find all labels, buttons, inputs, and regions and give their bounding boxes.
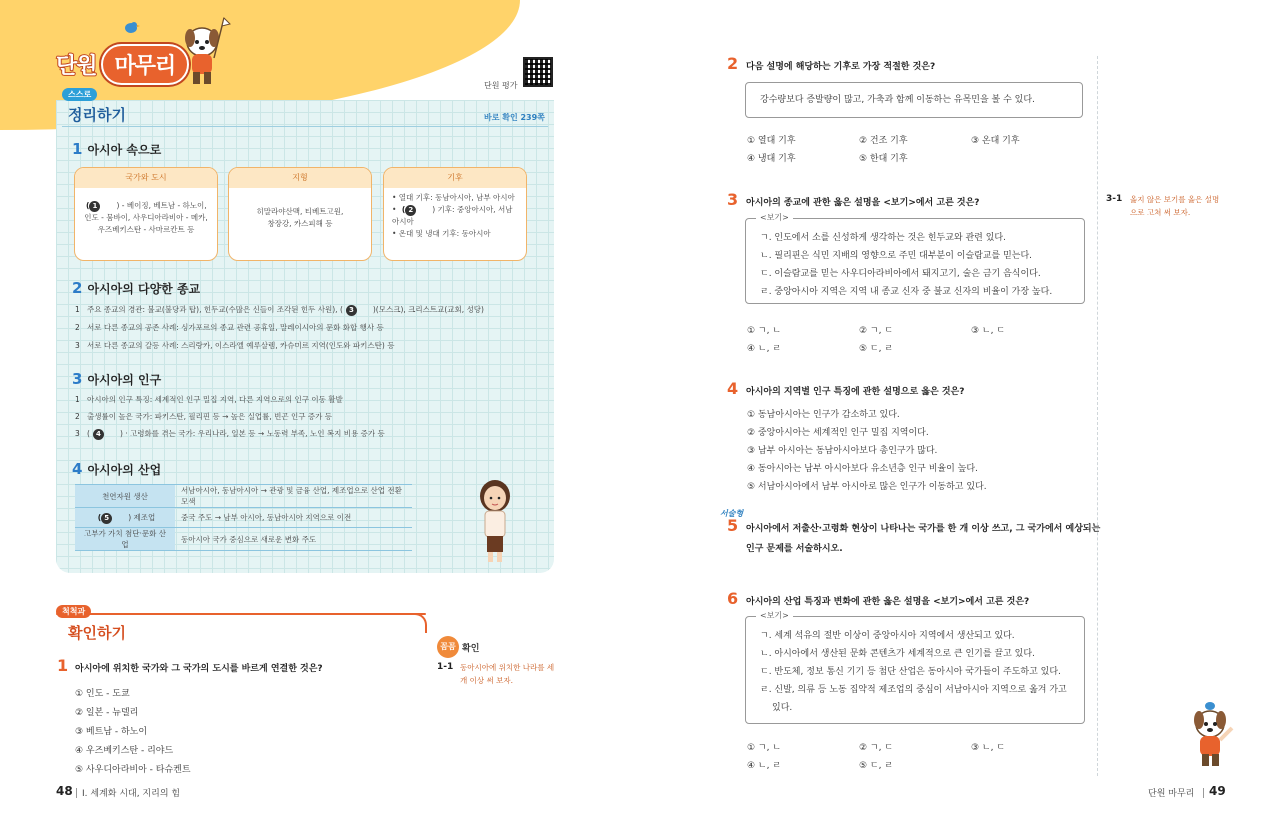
option[interactable]: ⑤ 한대 기후 bbox=[859, 154, 908, 164]
girl-character-icon bbox=[470, 478, 520, 566]
option[interactable]: ① 인도 - 도쿄 bbox=[75, 689, 130, 699]
side-note-num: 3-1 bbox=[1106, 194, 1123, 204]
option[interactable]: ⑤ ㄷ, ㄹ bbox=[859, 761, 894, 771]
question-text: 인구 문제를 서술하시오. bbox=[746, 544, 843, 554]
side-badge: 꼼꼼 bbox=[437, 636, 459, 658]
option[interactable]: ④ 냉대 기후 bbox=[747, 154, 796, 164]
option[interactable]: ② ㄱ, ㄷ bbox=[859, 326, 894, 336]
question-number: 1 bbox=[57, 656, 69, 675]
blank-1[interactable]: ( 1 bbox=[83, 200, 116, 212]
option[interactable]: ② 건조 기후 bbox=[859, 136, 908, 146]
page-number-right: 49 bbox=[1209, 784, 1226, 798]
question-text: 아시아의 산업 특징과 변화에 관한 옳은 설명을 <보기>에서 고른 것은? bbox=[746, 597, 1030, 607]
table-row: 고부가 가치 첨단·문화 산업 동아시아 국가 중심으로 새로운 변화 주도 bbox=[75, 528, 412, 551]
question-number: 6 bbox=[727, 589, 739, 608]
option[interactable]: ⑤ 사우디아라비아 - 타슈켄트 bbox=[75, 765, 191, 775]
category-tab: 기후 bbox=[384, 168, 526, 188]
option[interactable]: ② ㄱ, ㄷ bbox=[859, 743, 894, 753]
option[interactable]: ⑤ 서남아시아에서 남부 아시아로 많은 인구가 이동하고 있다. bbox=[747, 482, 987, 492]
side-note-num: 1-1 bbox=[437, 662, 454, 672]
question-text: 아시아의 지역별 인구 특징에 관한 설명으로 옳은 것은? bbox=[746, 387, 965, 397]
question-number: 3 bbox=[727, 190, 739, 209]
check-divider-curve bbox=[405, 613, 427, 633]
sec1-heading: 1 아시아 속으로 bbox=[72, 140, 162, 158]
check-badge: 척척과 bbox=[56, 605, 91, 618]
blank-3[interactable]: 3 bbox=[343, 305, 373, 316]
question-number: 4 bbox=[727, 379, 739, 398]
blank-2[interactable]: ( 2 bbox=[399, 204, 432, 216]
column-divider bbox=[1097, 56, 1098, 776]
option[interactable]: ④ 우즈베키스탄 - 리야드 bbox=[75, 746, 174, 756]
description-box: 강수량보다 증발량이 많고, 가축과 함께 이동하는 유목민을 볼 수 있다. bbox=[745, 82, 1083, 118]
header-yellow-blob-small bbox=[380, 0, 490, 45]
side-note: 옳지 않은 보기를 옳은 설명 으로 고쳐 써 보자. bbox=[1130, 195, 1220, 217]
bogi-box: ㄱ. 세계 석유의 절반 이상이 중앙아시아 지역에서 생산되고 있다. ㄴ. 아시아에서 생산된 문화 콘텐츠가 세계적으로 큰 인기를 끌고 있다. ㄷ. 반도체, 정보 통신 기기 등 첨단 산업은 동아시아 국가들이 주도하고 있다. ㄹ. 신발, 의류 등 노동 집약적 제조업의 중심이 서남아시아 지역으로 옮겨 가고 있다. bbox=[745, 616, 1085, 724]
category-tab: 국가와 도시 bbox=[75, 168, 217, 188]
footer-chapter: Ⅰ. 세계화 시대, 지리의 힘 bbox=[82, 789, 181, 799]
option[interactable]: ② 일본 - 뉴델리 bbox=[75, 708, 139, 718]
category-box-terrain: 지형 히말라야산맥, 티베트고원, 창장강, 카스피해 등 bbox=[228, 167, 372, 261]
footer-section: 단원 마무리 bbox=[1148, 789, 1195, 799]
question-number: 2 bbox=[727, 54, 739, 73]
bogi-label: <보기> bbox=[756, 212, 793, 223]
qr-code-icon[interactable] bbox=[523, 57, 553, 87]
bird-icon bbox=[122, 18, 140, 36]
sec3-heading: 3 아시아의 인구 bbox=[72, 370, 162, 388]
summary-badge: 스스로 bbox=[62, 88, 97, 101]
question-text: 아시아에 위치한 국가와 그 국가의 도시를 바르게 연결한 것은? bbox=[75, 664, 323, 674]
question-text: 아시아의 종교에 관한 옳은 설명을 <보기>에서 고른 것은? bbox=[746, 198, 980, 208]
summary-title: 정리하기 bbox=[68, 106, 126, 124]
question-number: 5 bbox=[727, 516, 739, 535]
unit-title bbox=[56, 44, 189, 85]
table-row: ( 5 ) 제조업 중국 주도 → 남부 아시아, 동남아시아 지역으로 이전 bbox=[75, 508, 412, 528]
option[interactable]: ② 중앙아시아는 세계적인 인구 밀집 지역이다. bbox=[747, 428, 929, 438]
option[interactable]: ③ 온대 기후 bbox=[971, 136, 1020, 146]
option[interactable]: ③ 베트남 - 하노이 bbox=[75, 727, 148, 737]
unit-pill: 마무리 bbox=[101, 44, 190, 85]
option[interactable]: ① 열대 기후 bbox=[747, 136, 796, 146]
bogi-label: <보기> bbox=[756, 610, 793, 621]
option[interactable]: ④ ㄴ, ㄹ bbox=[747, 344, 782, 354]
list-item: 3 ( 4 ) · 고령화를 겪는 국가: 우리나라, 일본 등 → 노동력 부족, 노인 복지 비용 증가 등 bbox=[75, 429, 385, 438]
essay-tag: 서술형 bbox=[720, 509, 744, 518]
summary-divider bbox=[62, 126, 548, 127]
question-text: 다음 설명에 해당하는 기후로 가장 적절한 것은? bbox=[746, 62, 936, 72]
option[interactable]: ③ 남부 아시아는 동남아시아보다 총인구가 많다. bbox=[747, 446, 938, 456]
list-item: 2 출생률이 높은 국가: 파키스탄, 필리핀 등 → 높은 실업률, 빈곤 인구 증가 등 bbox=[75, 412, 333, 421]
check-title: 확인하기 bbox=[68, 624, 126, 642]
side-label: 확인 bbox=[462, 644, 480, 654]
option[interactable]: ① ㄱ, ㄴ bbox=[747, 326, 782, 336]
dog-mascot-icon bbox=[172, 14, 232, 94]
footer-separator bbox=[76, 788, 77, 798]
option[interactable]: ⑤ ㄷ, ㄹ bbox=[859, 344, 894, 354]
industry-table bbox=[75, 484, 412, 551]
table-row: 천연자원 생산 서남아시아, 동남아시아 → 관광 및 금융 산업, 제조업으로 산업 전환 모색 bbox=[75, 485, 412, 508]
dog-mascot-icon bbox=[1188, 696, 1236, 772]
page-number-left: 48 bbox=[56, 784, 73, 798]
option[interactable]: ④ ㄴ, ㄹ bbox=[747, 761, 782, 771]
list-item: 2 서로 다른 종교의 공존 사례: 싱가포르의 종교 관련 공휴일, 말레이시아의 문화 화합 행사 등 bbox=[75, 323, 384, 332]
qr-label: 단원 평가 bbox=[484, 81, 518, 90]
category-box-climate: 기후 • 열대 기후: 동남아시아, 남부 아시아 • ( 2 ) 기후: 중앙아시아, 서남 아시아 • 온대 및 냉대 기후: 동아시아 bbox=[383, 167, 527, 261]
check-divider bbox=[56, 613, 426, 615]
option[interactable]: ③ ㄴ, ㄷ bbox=[971, 326, 1006, 336]
bogi-box: ㄱ. 인도에서 소를 신성하게 생각하는 것은 힌두교와 관련 있다. ㄴ. 필리핀은 식민 지배의 영향으로 주민 대부분이 이슬람교를 믿는다. ㄷ. 이슬람교를 믿는 사우디아라비아에서 돼지고기, 술은 금기 음식이다. ㄹ. 중앙아시아 지역은 지역 내 종교 신자 중 불교 신자의 비율이 가장 높다. bbox=[745, 218, 1085, 304]
footer-separator bbox=[1203, 788, 1204, 798]
list-item: 1 주요 종교의 경관: 불교(불당과 탑), 힌두교(수많은 신들이 조각된 힌두 사원), ( 3 )(모스크), 크리스트교(교회, 성당) bbox=[75, 305, 484, 314]
unit-word: 단원 bbox=[56, 54, 97, 79]
sec4-heading: 4 아시아의 산업 bbox=[72, 460, 162, 478]
side-note: 동아시아에 위치한 나라를 세 개 이상 써 보자. bbox=[460, 663, 555, 685]
option[interactable]: ③ ㄴ, ㄷ bbox=[971, 743, 1006, 753]
blank-5[interactable]: ( 5 bbox=[95, 513, 128, 524]
sec2-heading: 2 아시아의 다양한 종교 bbox=[72, 279, 201, 297]
option[interactable]: ④ 동아시아는 남부 아시아보다 유소년층 인구 비율이 높다. bbox=[747, 464, 978, 474]
question-text: 아시아에서 저출산·고령화 현상이 나타나는 국가를 한 개 이상 쓰고, 그 국가에서 예상되는 bbox=[746, 524, 1101, 534]
list-item: 1 아시아의 인구 특징: 세계적인 인구 밀집 지역, 다른 지역으로의 인구 이동 활발 bbox=[75, 395, 343, 404]
category-box-country: 국가와 도시 ( 1 ) - 베이징, 베트남 - 하노이, 인도 - 뭄바이, 사우디아라비아 - 메카, 우즈베키스탄 - 사마르칸트 등 bbox=[74, 167, 218, 261]
summary-ref: 바로 확인 239쪽 bbox=[484, 113, 545, 122]
category-tab: 지형 bbox=[229, 168, 371, 188]
option[interactable]: ① 동남아시아는 인구가 감소하고 있다. bbox=[747, 410, 900, 420]
option[interactable]: ① ㄱ, ㄴ bbox=[747, 743, 782, 753]
list-item: 3 서로 다른 종교의 갈등 사례: 스리랑카, 이스라엘 예루살렘, 카슈미르 지역(인도와 파키스탄) 등 bbox=[75, 341, 395, 350]
blank-4[interactable]: 4 bbox=[90, 429, 120, 440]
